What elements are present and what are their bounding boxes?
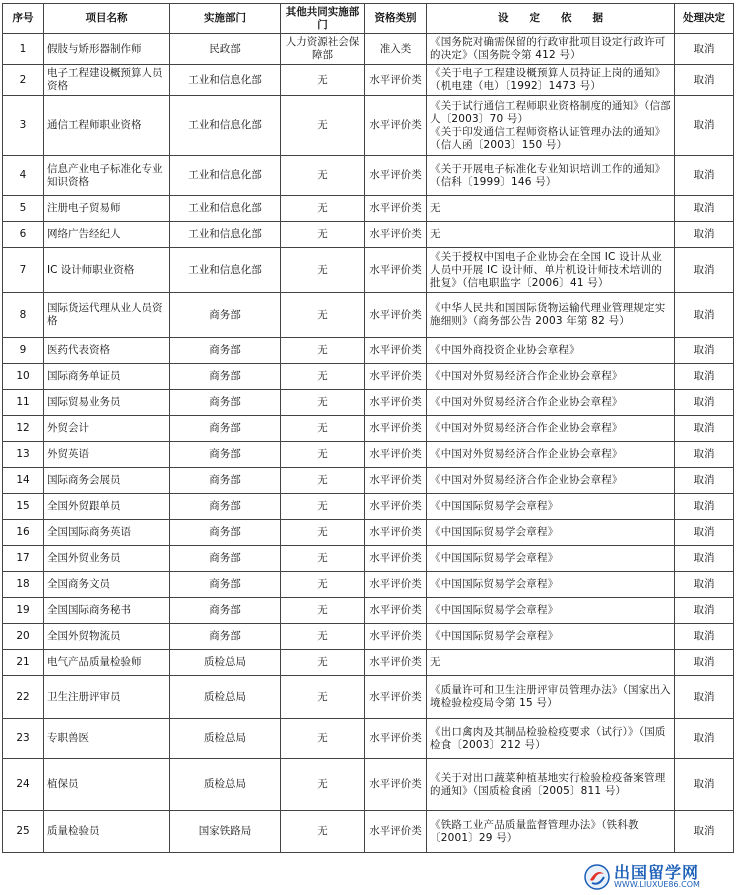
co-department: 无 xyxy=(281,390,365,416)
site-watermark xyxy=(584,863,732,891)
item-name: 假肢与矫形器制作师 xyxy=(44,34,170,65)
item-name: 全国国际商务英语 xyxy=(44,520,170,546)
qualification-type: 水平评价类 xyxy=(365,624,427,650)
item-name: 外贸英语 xyxy=(44,442,170,468)
table-row xyxy=(3,156,734,196)
legal-basis: 《关于授权中国电子企业协会在全国 IC 设计从业人员中开展 IC 设计师、单片机设计师技术培训的批复》（信电职监字〔2006〕41 号） xyxy=(427,248,675,293)
co-department: 无 xyxy=(281,719,365,759)
header-decision: 处理决定 xyxy=(675,4,734,34)
legal-basis: 《中国国际贸易学会章程》 xyxy=(427,598,675,624)
co-department: 无 xyxy=(281,222,365,248)
decision: 取消 xyxy=(675,759,734,811)
item-name: 国际商务单证员 xyxy=(44,364,170,390)
item-name: 网络广告经纪人 xyxy=(44,222,170,248)
qualification-type: 水平评价类 xyxy=(365,598,427,624)
row-number: 9 xyxy=(3,338,44,364)
legal-basis: 《中国对外贸易经济合作企业协会章程》 xyxy=(427,364,675,390)
legal-basis: 《中华人民共和国国际货物运输代理业管理规定实施细则》（商务部公告 2003 年第 82 号） xyxy=(427,293,675,338)
item-name: 电气产品质量检验师 xyxy=(44,650,170,676)
co-department: 无 xyxy=(281,811,365,853)
table-row xyxy=(3,759,734,811)
item-name: 卫生注册评审员 xyxy=(44,676,170,719)
department: 工业和信息化部 xyxy=(170,248,281,293)
row-number: 16 xyxy=(3,520,44,546)
legal-basis: 《关于电子工程建设概预算人员持证上岗的通知》（机电建（电）〔1992〕1473 号） xyxy=(427,65,675,96)
item-name: 全国国际商务秘书 xyxy=(44,598,170,624)
department: 民政部 xyxy=(170,34,281,65)
department: 商务部 xyxy=(170,442,281,468)
table-row xyxy=(3,96,734,156)
department: 工业和信息化部 xyxy=(170,65,281,96)
row-number: 11 xyxy=(3,390,44,416)
qualification-type: 水平评价类 xyxy=(365,650,427,676)
decision: 取消 xyxy=(675,624,734,650)
item-name: 电子工程建设概预算人员资格 xyxy=(44,65,170,96)
qualification-type: 水平评价类 xyxy=(365,222,427,248)
swirl-logo-icon xyxy=(584,864,610,890)
department: 商务部 xyxy=(170,468,281,494)
department: 商务部 xyxy=(170,293,281,338)
row-number: 22 xyxy=(3,676,44,719)
decision: 取消 xyxy=(675,442,734,468)
decision: 取消 xyxy=(675,520,734,546)
qualification-type: 水平评价类 xyxy=(365,196,427,222)
table-row xyxy=(3,494,734,520)
qualification-type: 水平评价类 xyxy=(365,293,427,338)
item-name: 医药代表资格 xyxy=(44,338,170,364)
qualification-type: 水平评价类 xyxy=(365,468,427,494)
decision: 取消 xyxy=(675,676,734,719)
co-department: 无 xyxy=(281,196,365,222)
qualification-type: 准入类 xyxy=(365,34,427,65)
department: 商务部 xyxy=(170,390,281,416)
decision: 取消 xyxy=(675,572,734,598)
co-department: 无 xyxy=(281,416,365,442)
row-number: 25 xyxy=(3,811,44,853)
department: 质检总局 xyxy=(170,719,281,759)
row-number: 15 xyxy=(3,494,44,520)
table-row xyxy=(3,520,734,546)
qualification-type: 水平评价类 xyxy=(365,494,427,520)
table-row xyxy=(3,34,734,65)
qualification-type: 水平评价类 xyxy=(365,65,427,96)
legal-basis: 《中国国际贸易学会章程》 xyxy=(427,572,675,598)
qualification-type: 水平评价类 xyxy=(365,364,427,390)
table-row xyxy=(3,222,734,248)
header-codept: 其他共同实施部门 xyxy=(281,4,365,34)
table-row xyxy=(3,546,734,572)
row-number: 17 xyxy=(3,546,44,572)
row-number: 6 xyxy=(3,222,44,248)
row-number: 10 xyxy=(3,364,44,390)
table-row xyxy=(3,598,734,624)
co-department: 无 xyxy=(281,96,365,156)
qualification-type: 水平评价类 xyxy=(365,719,427,759)
decision: 取消 xyxy=(675,338,734,364)
row-number: 7 xyxy=(3,248,44,293)
table-row xyxy=(3,676,734,719)
table-row xyxy=(3,468,734,494)
qualification-type: 水平评价类 xyxy=(365,96,427,156)
decision: 取消 xyxy=(675,719,734,759)
item-name: 全国外贸物流员 xyxy=(44,624,170,650)
header-basis: 设 定 依 据 xyxy=(427,4,675,34)
department: 商务部 xyxy=(170,338,281,364)
item-name: 全国外贸业务员 xyxy=(44,546,170,572)
legal-basis: 《中国国际贸易学会章程》 xyxy=(427,624,675,650)
co-department: 无 xyxy=(281,650,365,676)
legal-basis: 无 xyxy=(427,650,675,676)
row-number: 8 xyxy=(3,293,44,338)
department: 商务部 xyxy=(170,598,281,624)
qualification-type: 水平评价类 xyxy=(365,811,427,853)
qualification-type: 水平评价类 xyxy=(365,156,427,196)
department: 商务部 xyxy=(170,520,281,546)
table-row xyxy=(3,811,734,853)
department: 质检总局 xyxy=(170,650,281,676)
item-name: 国际货运代理从业人员资格 xyxy=(44,293,170,338)
legal-basis: 《关于对出口蔬菜种植基地实行检验检疫备案管理的通知》（国质检食函〔2005〕811 号） xyxy=(427,759,675,811)
item-name: 注册电子贸易师 xyxy=(44,196,170,222)
qualification-type: 水平评价类 xyxy=(365,248,427,293)
legal-basis-line: 《关于印发通信工程师资格认证管理办法的通知》（信人函〔2003〕150 号） xyxy=(430,125,666,151)
co-department: 无 xyxy=(281,624,365,650)
table-row xyxy=(3,65,734,96)
department: 商务部 xyxy=(170,494,281,520)
decision: 取消 xyxy=(675,468,734,494)
department: 质检总局 xyxy=(170,759,281,811)
item-name: 植保员 xyxy=(44,759,170,811)
qualification-type: 水平评价类 xyxy=(365,338,427,364)
legal-basis: 《中国外商投资企业协会章程》 xyxy=(427,338,675,364)
row-number: 1 xyxy=(3,34,44,65)
header-dept: 实施部门 xyxy=(170,4,281,34)
legal-basis: 《中国对外贸易经济合作企业协会章程》 xyxy=(427,416,675,442)
legal-basis: 《出口禽肉及其制品检验检疫要求（试行）》（国质检食〔2003〕212 号） xyxy=(427,719,675,759)
table-row xyxy=(3,248,734,293)
table-row xyxy=(3,390,734,416)
item-name: 专职兽医 xyxy=(44,719,170,759)
qualification-type: 水平评价类 xyxy=(365,416,427,442)
decision: 取消 xyxy=(675,494,734,520)
department: 商务部 xyxy=(170,572,281,598)
decision: 取消 xyxy=(675,598,734,624)
qualification-type: 水平评价类 xyxy=(365,520,427,546)
qualification-type: 水平评价类 xyxy=(365,676,427,719)
decision: 取消 xyxy=(675,650,734,676)
row-number: 18 xyxy=(3,572,44,598)
table-row xyxy=(3,364,734,390)
co-department: 无 xyxy=(281,65,365,96)
row-number: 23 xyxy=(3,719,44,759)
legal-basis-line: 《关于试行通信工程师职业资格制度的通知》（信部人〔2003〕70 号） xyxy=(430,99,671,125)
legal-basis: 《中国国际贸易学会章程》 xyxy=(427,520,675,546)
table-row xyxy=(3,416,734,442)
decision: 取消 xyxy=(675,96,734,156)
legal-basis: 无 xyxy=(427,196,675,222)
legal-basis: 《中国对外贸易经济合作企业协会章程》 xyxy=(427,390,675,416)
co-department: 无 xyxy=(281,468,365,494)
legal-basis: 《中国国际贸易学会章程》 xyxy=(427,546,675,572)
header-type: 资格类别 xyxy=(365,4,427,34)
department: 国家铁路局 xyxy=(170,811,281,853)
co-department: 无 xyxy=(281,572,365,598)
qualification-type: 水平评价类 xyxy=(365,572,427,598)
department: 工业和信息化部 xyxy=(170,96,281,156)
item-name: 质量检验员 xyxy=(44,811,170,853)
co-department: 人力资源社会保障部 xyxy=(281,34,365,65)
row-number: 14 xyxy=(3,468,44,494)
co-department: 无 xyxy=(281,156,365,196)
legal-basis: 《中国国际贸易学会章程》 xyxy=(427,494,675,520)
decision: 取消 xyxy=(675,222,734,248)
co-department: 无 xyxy=(281,338,365,364)
item-name: 国际商务会展员 xyxy=(44,468,170,494)
legal-basis: 《质量许可和卫生注册评审员管理办法》（国家出入境检验检疫局令第 15 号） xyxy=(427,676,675,719)
watermark-text: 出国留学网 xyxy=(614,863,700,882)
co-department: 无 xyxy=(281,494,365,520)
row-number: 5 xyxy=(3,196,44,222)
decision: 取消 xyxy=(675,811,734,853)
header-row xyxy=(3,4,734,34)
decision: 取消 xyxy=(675,364,734,390)
decision: 取消 xyxy=(675,156,734,196)
header-name: 项目名称 xyxy=(44,4,170,34)
item-name: 通信工程师职业资格 xyxy=(44,96,170,156)
legal-basis: 《中国对外贸易经济合作企业协会章程》 xyxy=(427,468,675,494)
header-no: 序号 xyxy=(3,4,44,34)
table-row xyxy=(3,650,734,676)
table-row xyxy=(3,719,734,759)
qualification-type: 水平评价类 xyxy=(365,390,427,416)
legal-basis: 《中国对外贸易经济合作企业协会章程》 xyxy=(427,442,675,468)
table-row xyxy=(3,293,734,338)
item-name: 外贸会计 xyxy=(44,416,170,442)
legal-basis: 《铁路工业产品质量监督管理办法》（铁科教〔2001〕29 号） xyxy=(427,811,675,853)
table-row xyxy=(3,442,734,468)
co-department: 无 xyxy=(281,442,365,468)
co-department: 无 xyxy=(281,364,365,390)
decision: 取消 xyxy=(675,546,734,572)
co-department: 无 xyxy=(281,546,365,572)
legal-basis: 《国务院对确需保留的行政审批项目设定行政许可的决定》（国务院令第 412 号） xyxy=(427,34,675,65)
qualification-table xyxy=(2,3,734,853)
decision: 取消 xyxy=(675,248,734,293)
co-department: 无 xyxy=(281,676,365,719)
department: 工业和信息化部 xyxy=(170,196,281,222)
item-name: 全国商务文员 xyxy=(44,572,170,598)
co-department: 无 xyxy=(281,759,365,811)
legal-basis: 《关于开展电子标准化专业知识培训工作的通知》（信科〔1999〕146 号） xyxy=(427,156,675,196)
department: 质检总局 xyxy=(170,676,281,719)
department: 商务部 xyxy=(170,416,281,442)
table-row xyxy=(3,572,734,598)
decision: 取消 xyxy=(675,196,734,222)
decision: 取消 xyxy=(675,390,734,416)
co-department: 无 xyxy=(281,248,365,293)
row-number: 21 xyxy=(3,650,44,676)
row-number: 13 xyxy=(3,442,44,468)
co-department: 无 xyxy=(281,293,365,338)
row-number: 20 xyxy=(3,624,44,650)
decision: 取消 xyxy=(675,416,734,442)
item-name: 全国外贸跟单员 xyxy=(44,494,170,520)
decision: 取消 xyxy=(675,293,734,338)
row-number: 12 xyxy=(3,416,44,442)
table-row xyxy=(3,624,734,650)
department: 工业和信息化部 xyxy=(170,222,281,248)
department: 商务部 xyxy=(170,546,281,572)
item-name: 信息产业电子标准化专业知识资格 xyxy=(44,156,170,196)
qualification-type: 水平评价类 xyxy=(365,546,427,572)
decision: 取消 xyxy=(675,34,734,65)
table-row xyxy=(3,196,734,222)
item-name: IC 设计师职业资格 xyxy=(44,248,170,293)
row-number: 4 xyxy=(3,156,44,196)
decision: 取消 xyxy=(675,65,734,96)
legal-basis: 无 xyxy=(427,222,675,248)
co-department: 无 xyxy=(281,520,365,546)
row-number: 19 xyxy=(3,598,44,624)
watermark-url: WWW.LIUXUE86.COM xyxy=(614,880,700,889)
row-number: 24 xyxy=(3,759,44,811)
row-number: 3 xyxy=(3,96,44,156)
qualification-type: 水平评价类 xyxy=(365,442,427,468)
qualification-type: 水平评价类 xyxy=(365,759,427,811)
row-number: 2 xyxy=(3,65,44,96)
co-department: 无 xyxy=(281,598,365,624)
legal-basis xyxy=(427,96,675,156)
department: 商务部 xyxy=(170,624,281,650)
department: 工业和信息化部 xyxy=(170,156,281,196)
department: 商务部 xyxy=(170,364,281,390)
item-name: 国际贸易业务员 xyxy=(44,390,170,416)
table-row xyxy=(3,338,734,364)
